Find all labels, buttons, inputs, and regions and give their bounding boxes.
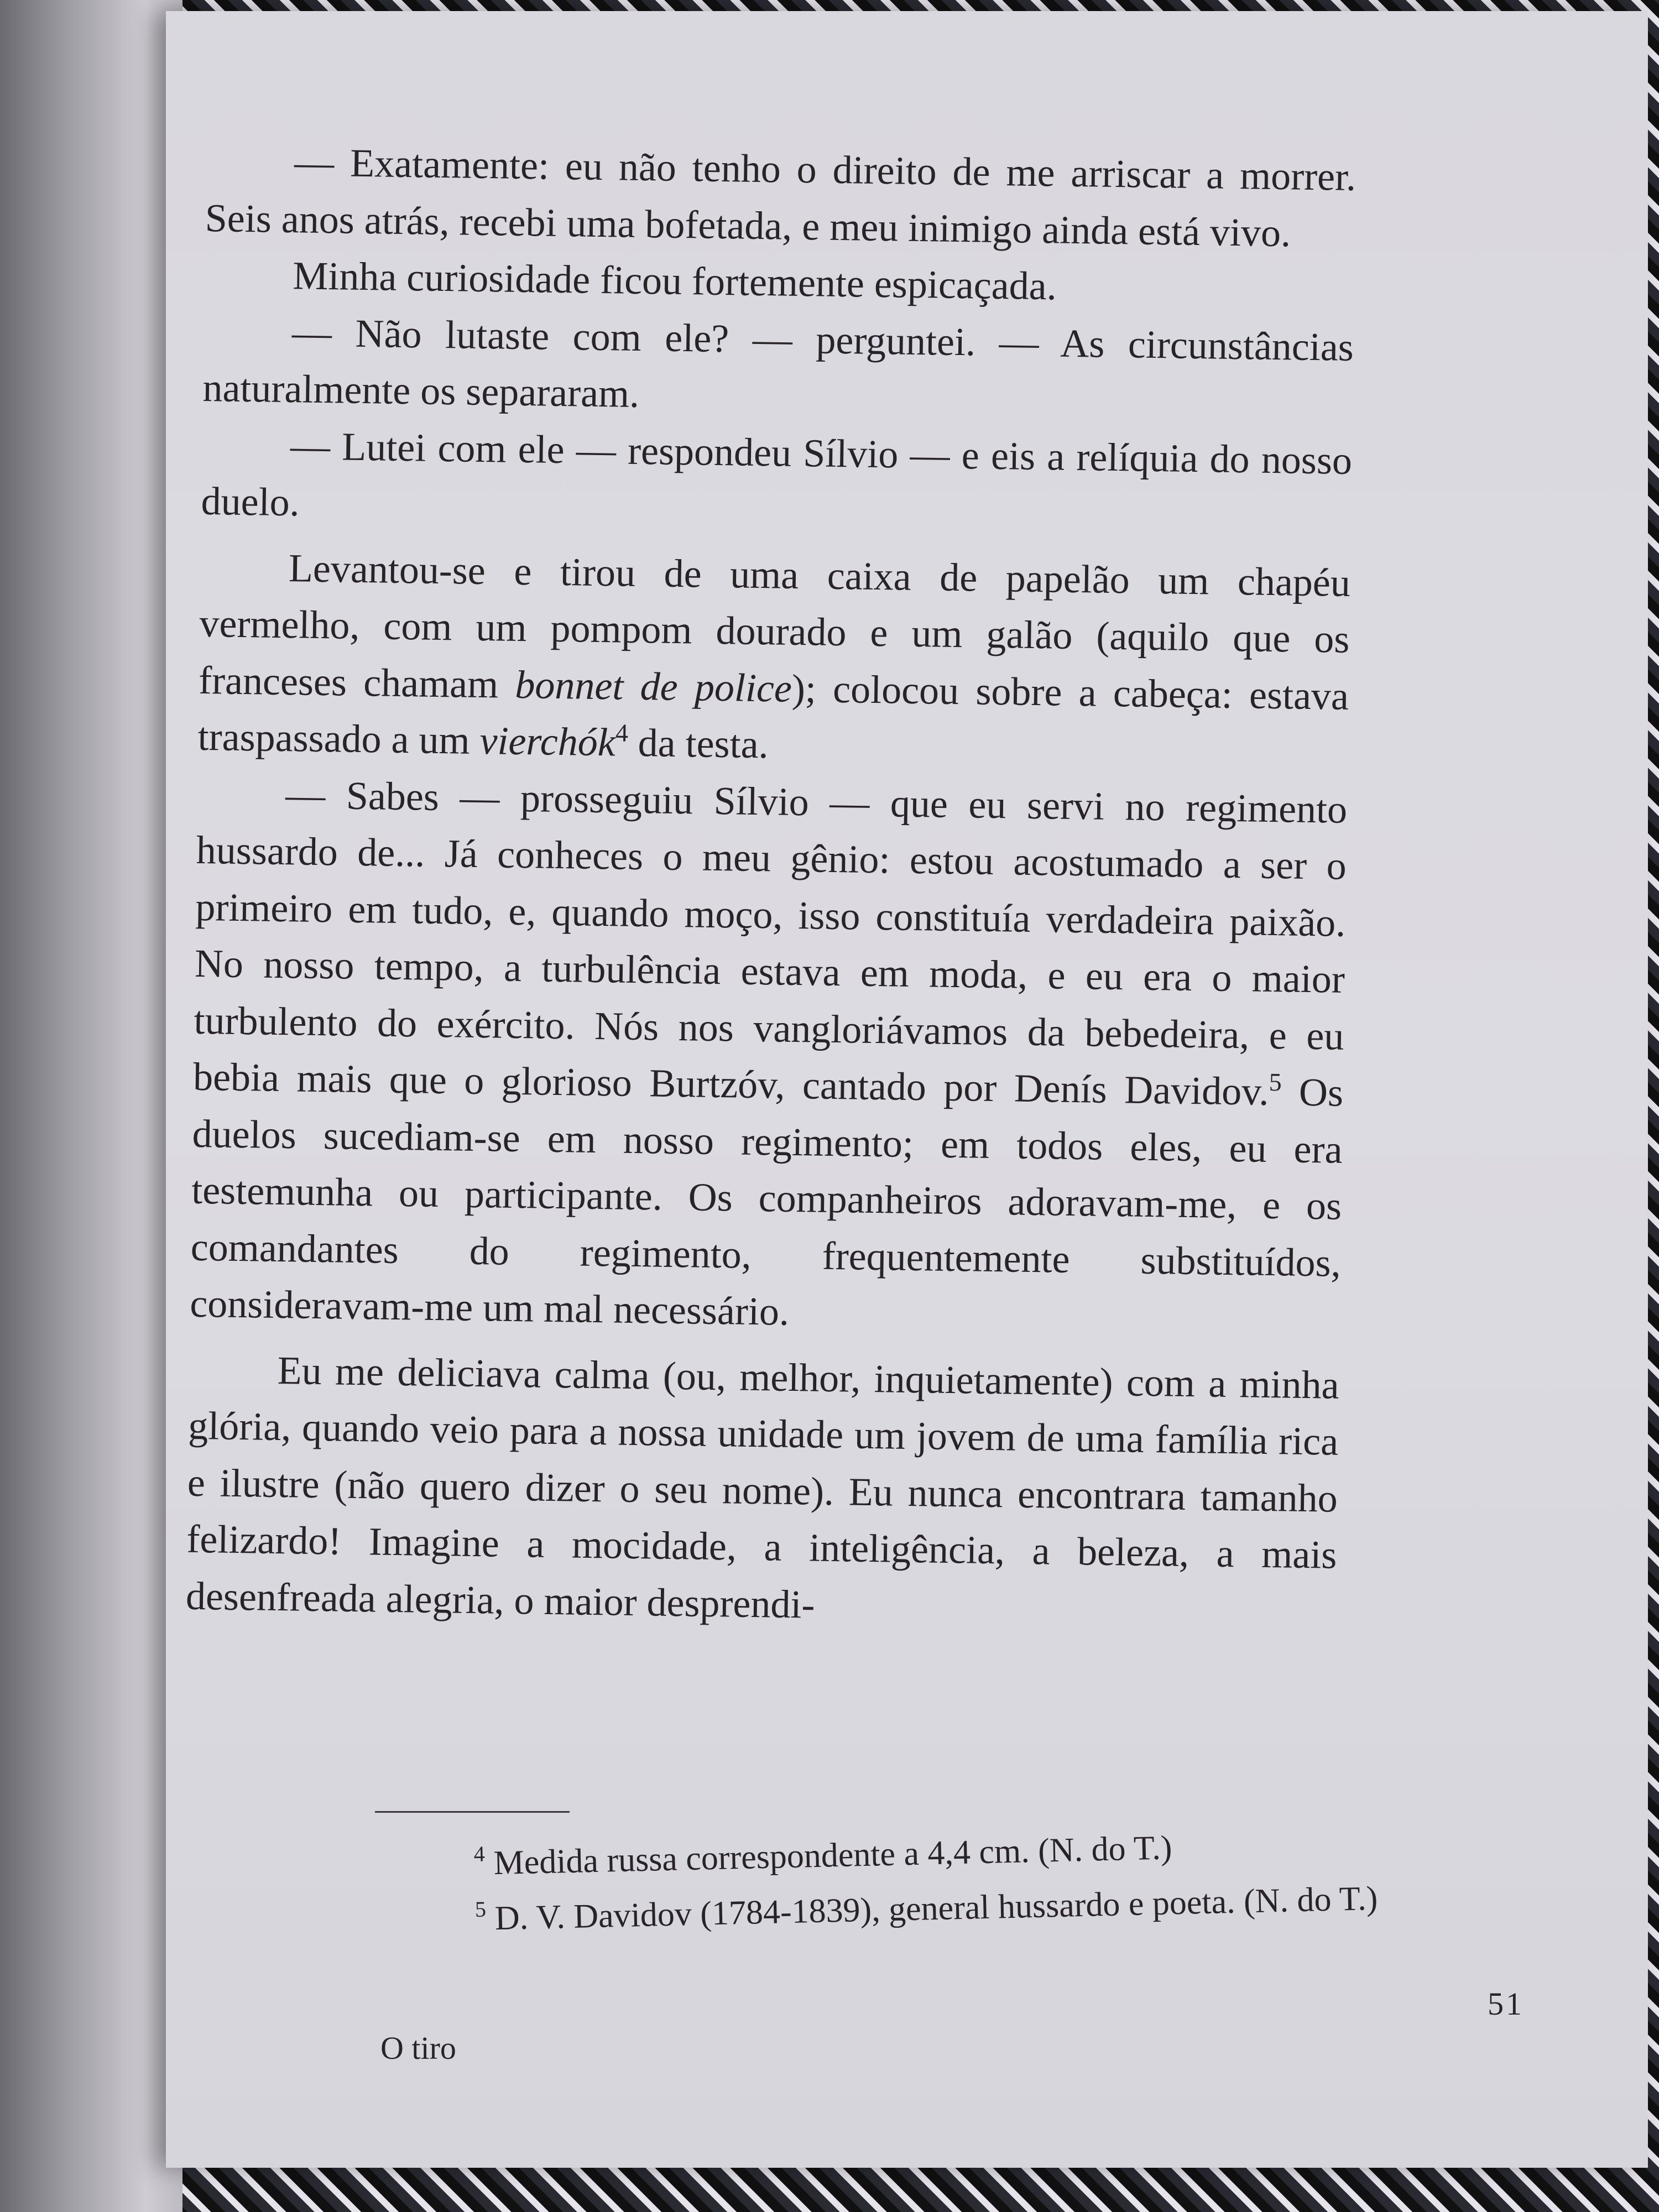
paragraph-1: — Exatamente: eu não tenho o direito de me arriscar a morrer. Seis anos atrás, recebi uma bofetada, e meu inimigo ainda está vivo. [205,140,1357,255]
paragraph-6 [190,765,1348,1348]
italic-term-bonnet: bonnet de police [514,662,792,711]
paragraph-6-text-b: Os duelos sucediam-se em nosso regimento; em todos eles, eu era testemunha ou participante. Os companheiros adoravam-me, e os comandantes do regimento, frequentemente substituídos, consideravam-me um mal necessário. [189,1070,1344,1334]
footnote-4-text: Medida russa correspondente a 4,4 cm. (N. do T.) [484,1829,1173,1882]
body-text [185,133,1356,1640]
paragraph-2: Minha curiosidade ficou fortemente espicaçada. [292,253,1057,309]
paragraph-3: — Não lutaste com ele? — perguntei. — As circunstâncias naturalmente os separaram. [202,310,1354,416]
running-title: O tiro [380,2030,456,2066]
footnote-rule [375,1811,570,1813]
footnote-4-marker: 4 [473,1841,486,1866]
page-number: 51 [1488,1986,1524,2022]
paragraph-6-text-a: — Sabes — prosseguiu Sílvio — que eu servi no regimento hussardo de... Já conheces o meu gênio: estou acostumado a ser o primeiro em tudo, e, quando moço, isso constituía verdadeira paixão. No nosso tempo, a turbulência estava em moda, e eu era o maior turbulento do exército. Nós nos vangloriávamos da bebedeira, e eu bebia mais que o glorioso Burtzóv, cantado por Denís Davidov. [192,772,1348,1114]
footnote-5-marker: 5 [474,1896,487,1922]
paragraph-5-text-a: Levantou-se e tirou de uma caixa de papelão um chapéu vermelho, com um pompom dourado e um galão (aquilo que os franceses chamam [198,545,1351,707]
facing-page-edge [0,0,182,2212]
paragraph-4: — Lutei com ele — respondeu Sílvio — e eis a relíquia do nosso duelo. [201,423,1353,525]
footnote-marker-5: 5 [1269,1068,1282,1097]
italic-term-vierchok: vierchók [479,718,616,765]
footnote-5-text: D. V. Davidov (1784-1839), general hussardo e poeta. (N. do T.) [486,1879,1379,1938]
paragraph-7: Eu me deliciava calma (ou, melhor, inquietamente) com a minha glória, quando veio para a nossa unidade um jovem de uma família rica e ilustre (não quero dizer o seu nome). Eu nunca encontrara tamanho felizardo! Imagine a mocidade, a inteligência, a beleza, a mais desenfreada alegria, o maior desprendi- [185,1348,1340,1627]
paragraph-5-text-c: da testa. [628,720,769,767]
footnote-marker-4: 4 [615,718,629,747]
paragraph-5-text-b: ); colocou sobre a cabeça: estava traspassado a um [197,666,1349,763]
paragraph-5 [197,538,1351,781]
